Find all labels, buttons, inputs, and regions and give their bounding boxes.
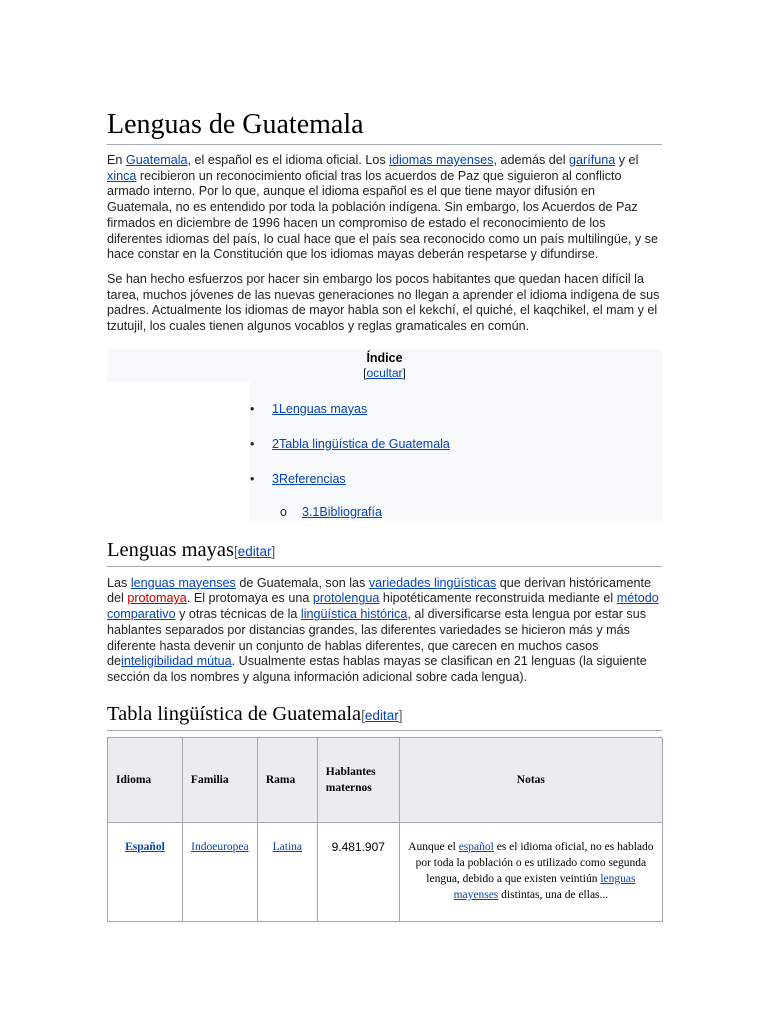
inline-text: , el español es el idioma oficial. Los bbox=[187, 153, 390, 167]
inline-text: distintas, una de ellas... bbox=[498, 888, 609, 901]
inline-link[interactable]: lenguas mayenses bbox=[453, 872, 636, 901]
header-familia: Familia bbox=[182, 737, 257, 822]
toc-hide-link[interactable]: ocultar bbox=[366, 365, 403, 380]
table-header-row bbox=[108, 737, 663, 822]
header-notas: Notas bbox=[399, 737, 662, 822]
inline-text: es el idioma oficial, no es hablado por toda la población o es utilizado como segunda lengua, debido a que existen veintiún bbox=[415, 840, 654, 885]
inline-link[interactable]: garífuna bbox=[569, 153, 616, 167]
toc-title: Índice bbox=[366, 350, 403, 365]
inline-text: que derivan históricamente del bbox=[107, 575, 651, 606]
inline-text: , además del bbox=[493, 153, 570, 167]
inline-text: recibieron un reconocimiento oficial tras los acuerdos de Paz que siguieron al conflicto armado interno. Por lo que, aunque el idioma español es el que tiene mayor difusión en Guatemala, no es entendido por toda la población indígena. Sin embargo, los Acuerdos de Paz firmados en diciembre de 1996 hacen un compromiso de estado el reconocimiento de los diferentes idiomas del país, lo cual hace que el país sea reconocido como un país multilingüe, y se hace constar en la Constitución que los idiomas mayas deberán respetarse y difundirse. bbox=[107, 168, 658, 262]
toc-bullet: • bbox=[250, 471, 255, 486]
toc-toggle: [ocultar] bbox=[363, 365, 406, 380]
inline-link[interactable]: protomaya bbox=[127, 591, 187, 606]
cell-rama bbox=[257, 822, 317, 921]
toc-link-bibliografia[interactable]: 3.1Bibliografía bbox=[302, 504, 382, 519]
inline-text: hipotéticamente reconstruida mediante el bbox=[379, 591, 617, 606]
inline-text: de Guatemala, son las bbox=[235, 575, 369, 590]
inline-link[interactable]: lingüística histórica bbox=[300, 607, 408, 622]
link-espanol[interactable]: Español bbox=[125, 840, 165, 853]
link-latina[interactable]: Latina bbox=[272, 840, 302, 853]
inline-text: y el bbox=[615, 153, 639, 167]
toc-item-referencias bbox=[250, 471, 346, 487]
toc-item-bibliografia bbox=[280, 504, 382, 520]
toc-header bbox=[107, 349, 662, 382]
inline-link[interactable]: idiomas mayenses bbox=[389, 153, 494, 167]
inline-text: . El protomaya es una bbox=[186, 591, 313, 606]
inline-link[interactable]: xinca bbox=[107, 168, 137, 183]
inline-link[interactable]: inteligibilidad mútua bbox=[121, 654, 232, 669]
toc-link-referencias[interactable]: 3Referencias bbox=[272, 471, 346, 486]
inline-link[interactable]: protolengua bbox=[312, 591, 380, 606]
toc-bullet: • bbox=[250, 401, 255, 416]
cell-familia bbox=[182, 822, 257, 921]
inline-text: y otras técnicas de la bbox=[175, 607, 301, 622]
cell-hablantes: 9.481.907 bbox=[317, 822, 399, 921]
cell-notas bbox=[399, 822, 662, 921]
cell-idioma bbox=[108, 822, 183, 921]
table-row bbox=[108, 822, 663, 921]
inline-text: Las bbox=[107, 575, 131, 590]
section-heading-lenguas-mayas: Lenguas mayas[editar] bbox=[107, 538, 662, 567]
inline-link[interactable]: método comparativo bbox=[107, 591, 659, 622]
linguistic-table bbox=[107, 737, 663, 922]
toc-body bbox=[250, 382, 662, 521]
toc-item-tabla bbox=[250, 436, 450, 452]
edit-section-lenguas-mayas: [editar] bbox=[233, 543, 276, 559]
article-content bbox=[107, 108, 662, 922]
toc-sub-bullet: o bbox=[280, 504, 287, 519]
inline-link[interactable]: Guatemala bbox=[125, 153, 188, 167]
page-title: Lenguas de Guatemala bbox=[107, 108, 662, 145]
intro-paragraph-2: Se han hecho esfuerzos por hacer sin embargo los pocos habitantes que quedan hacen difícil la tarea, muchos jóvenes de las nuevas generaciones no llegan a aprender el idioma indígena de sus padres. Actualmente los idiomas de mayor habla son el kekchí, el quiché, el kaqchikel, el mam y el tzutujil, los cuales tienen algunos vocablos y reglas gramaticales en común. bbox=[107, 271, 660, 334]
edit-link[interactable]: editar bbox=[364, 707, 399, 723]
inline-text: Aunque el bbox=[408, 840, 459, 853]
table-of-contents bbox=[107, 349, 662, 521]
inline-link[interactable]: lenguas mayenses bbox=[130, 575, 236, 590]
toc-link-lenguas-mayas[interactable]: 1Lenguas mayas bbox=[272, 401, 368, 416]
inline-text: , al diversificarse esta lengua por estar sus hablantes separados por distancias grandes, las diferentes variedades se hicieron más y más diferente hasta devenir un conjunto de hablas diferentes, que carecen en muchos casos de bbox=[107, 607, 647, 669]
edit-link[interactable]: editar bbox=[237, 543, 272, 559]
edit-section-tabla: [editar] bbox=[361, 707, 403, 723]
notas-text bbox=[408, 839, 654, 921]
lenguas-mayas-paragraph bbox=[107, 576, 662, 686]
toc-item-lenguas-mayas bbox=[250, 401, 368, 417]
header-idioma: Idioma bbox=[108, 737, 183, 822]
toc-link-tabla[interactable]: 2Tabla lingüística de Guatemala bbox=[272, 436, 450, 451]
inline-text: . Usualmente estas hablas mayas se clasifican en 21 lenguas (la siguiente sección da los nombres y alguna información adicional sobre cada lengua). bbox=[107, 654, 647, 684]
inline-link[interactable]: variedades lingüísticas bbox=[368, 575, 497, 590]
inline-text: En bbox=[107, 153, 126, 167]
toc-bullet: • bbox=[250, 436, 255, 451]
link-indoeuropea[interactable]: Indoeuropea bbox=[191, 840, 249, 853]
section-heading-tabla: Tabla lingüística de Guatemala[editar] bbox=[107, 702, 662, 731]
intro-paragraph-1 bbox=[107, 153, 662, 263]
header-hablantes: Hablantes maternos bbox=[317, 737, 399, 822]
inline-link[interactable]: español bbox=[458, 840, 494, 853]
header-rama: Rama bbox=[257, 737, 317, 822]
